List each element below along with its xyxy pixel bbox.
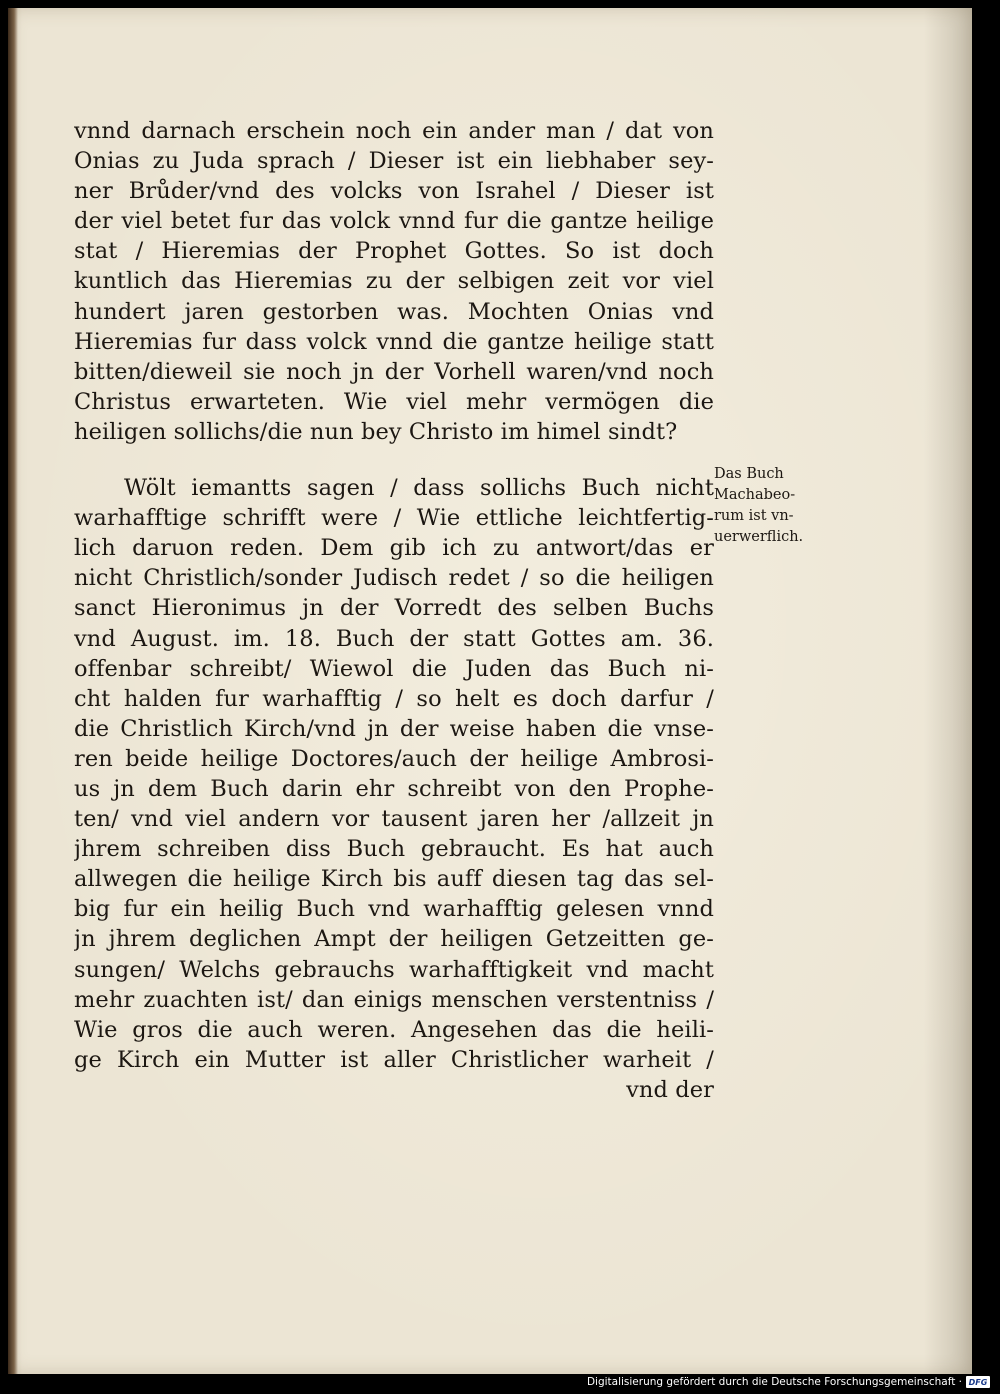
credit-text: Digitalisierung gefördert durch die Deutsche Forschungsgemeinschaft · <box>586 1376 962 1388</box>
text-line: offenbar schreibt/ Wiewol die Juden das Buch ni- <box>74 655 714 682</box>
digitization-credit <box>587 1374 990 1390</box>
text-line: ge Kirch ein Mutter ist aller Christlicher warheit / <box>74 1046 714 1073</box>
margin-note-line: Das Buch <box>714 466 784 482</box>
text-line: hundert jaren gestorben was. Mochten Onias vnd <box>74 298 714 325</box>
text-line: jn jhrem deglichen Ampt der heiligen Getzeitten ge- <box>74 926 714 953</box>
text-line: bitten/dieweil sie noch jn der Vorhell waren/vnd noch <box>74 358 714 385</box>
text-line: us jn dem Buch darin ehr schreibt von den Prophe- <box>74 775 714 802</box>
book-page <box>8 8 972 1374</box>
text-line: jhrem schreiben diss Buch gebraucht. Es hat auch <box>74 836 714 863</box>
text-line: die Christlich Kirch/vnd jn der weise haben die vnse- <box>74 715 714 742</box>
dfg-logo-icon: DFG <box>966 1376 990 1388</box>
margin-note-line: uerwerflich. <box>714 529 804 545</box>
paragraph-gap <box>74 447 714 473</box>
text-line: cht halden fur warhafftig / so helt es doch darfur / <box>74 685 714 712</box>
text-line: stat / Hieremias der Prophet Gottes. So ist doch <box>74 238 714 265</box>
text-line: nicht Christlich/sonder Judisch redet / so die heiligen <box>74 565 714 592</box>
text-line: der viel betet fur das volck vnnd fur die gantze heilige <box>74 208 714 235</box>
text-line: Wie gros die auch weren. Angesehen das die heili- <box>74 1016 714 1043</box>
margin-note-line: rum ist vn- <box>714 508 794 524</box>
text-line: sanct Hieronimus jn der Vorredt des selben Buchs <box>74 595 714 622</box>
text-line: lich daruon reden. Dem gib ich zu antwort/das er <box>74 535 714 562</box>
margin-note <box>714 464 834 548</box>
text-line: vnnd darnach erschein noch ein ander man / dat von <box>74 118 714 144</box>
text-line: allwegen die heilige Kirch bis auff diesen tag das sel- <box>74 866 714 893</box>
text-line: sungen/ Welchs gebrauchs warhafftigkeit vnd macht <box>74 956 714 983</box>
page-spine-shadow <box>8 8 18 1374</box>
text-line: ner Brůder/vnd des volcks von Israhel / Dieser ist <box>74 178 714 205</box>
text-line: Wölt iemantts sagen / dass sollichs Buch nicht <box>124 475 714 502</box>
text-line: big fur ein heilig Buch vnd warhafftig gelesen vnnd <box>74 896 714 923</box>
text-line: Onias zu Juda sprach / Dieser ist ein liebhaber sey- <box>74 148 714 175</box>
text-line: ten/ vnd viel andern vor tausent jaren her /allzeit jn <box>74 806 714 833</box>
text-line: kuntlich das Hieremias zu der selbigen zeit vor viel <box>74 268 714 295</box>
text-line: heiligen sollichs/die nun bey Christo im himel sindt? <box>74 418 678 445</box>
text-line: Christus erwarteten. Wie viel mehr vermögen die <box>74 388 714 415</box>
margin-note-line: Machabeo- <box>714 487 796 503</box>
text-line: mehr zuachten ist/ dan einigs menschen verstentniss / <box>74 986 714 1013</box>
catchword: vnd der <box>626 1076 714 1103</box>
text-line: vnd August. im. 18. Buch der statt Gottes am. 36. <box>74 625 714 652</box>
text-line: ren beide heilige Doctores/auch der heilige Ambrosi- <box>74 745 714 772</box>
text-line: warhafftige schrifft were / Wie ettliche leichtfertig- <box>74 505 714 532</box>
main-text-block <box>74 116 714 1105</box>
text-line: Hieremias fur dass volck vnnd die gantze heilige statt <box>74 328 714 355</box>
